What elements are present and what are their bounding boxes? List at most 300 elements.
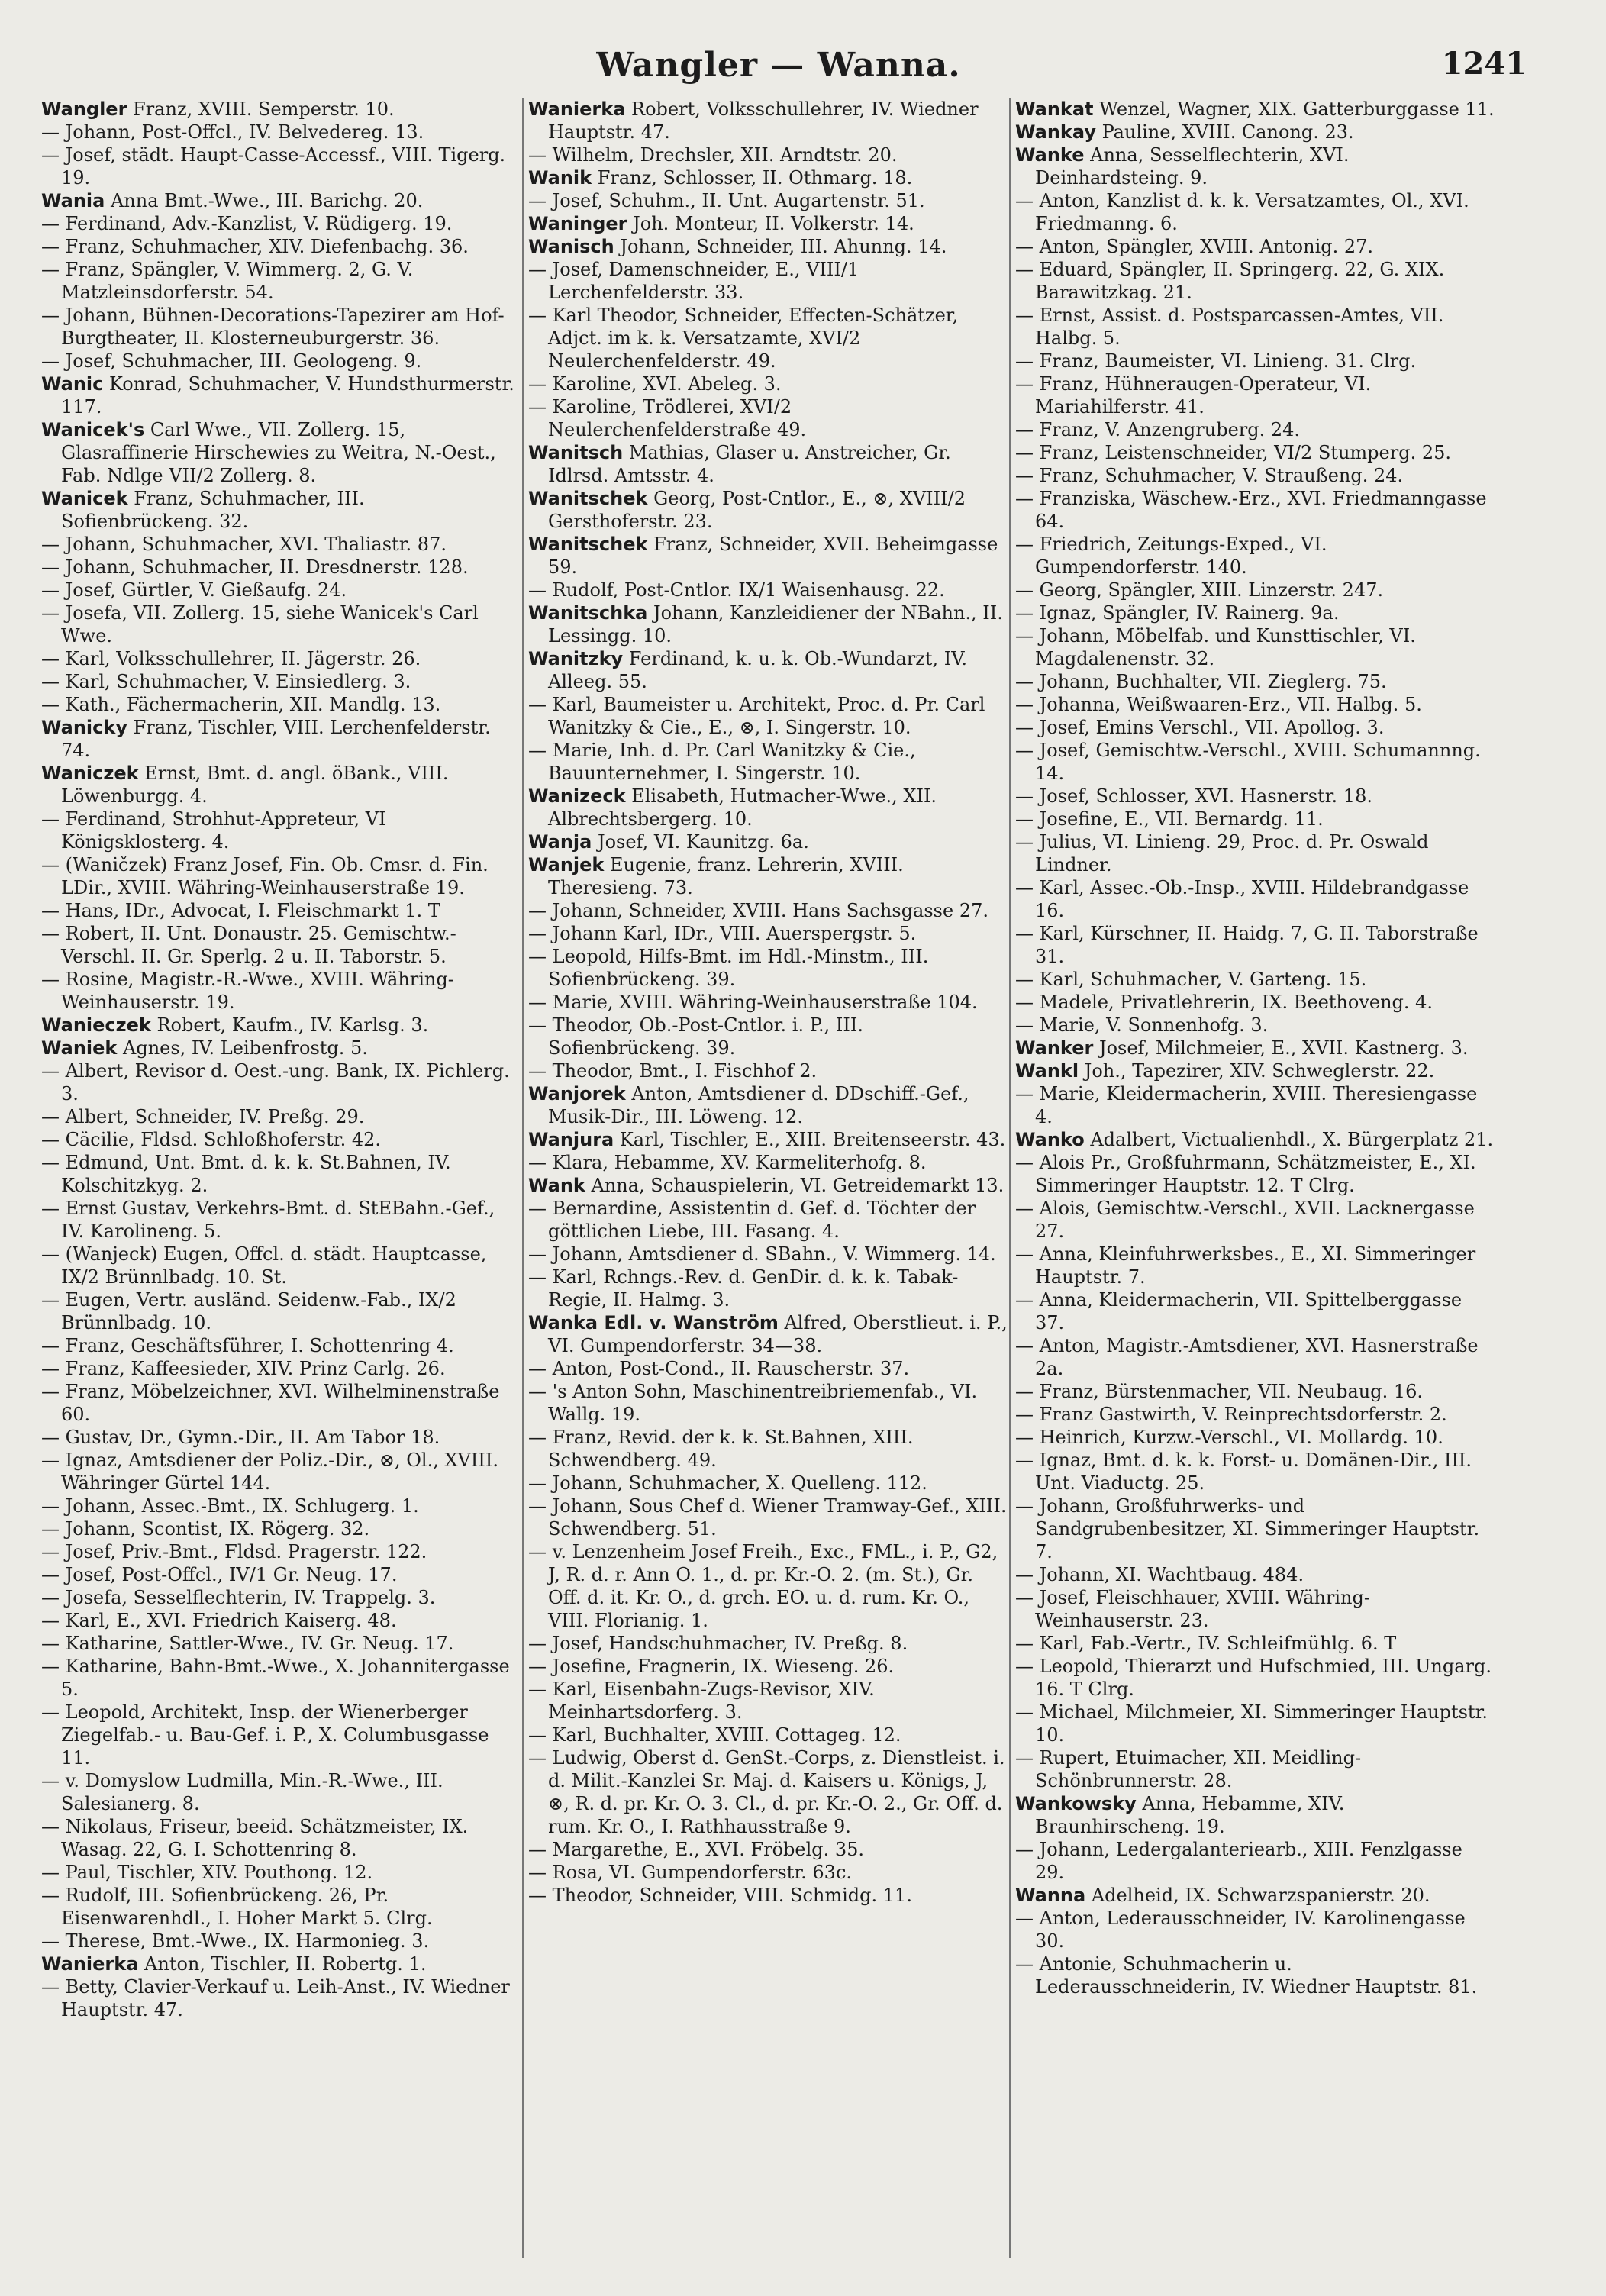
surname-heading: Wank (528, 1175, 585, 1196)
entry-text: — Anna, Kleinfuhrwerksbes., E., XI. Simmeringer Hauptstr. 7. (1015, 1243, 1476, 1288)
entry-text: — Franz, Revid. der k. k. St.Bahnen, XIII. Schwendberg. 49. (528, 1427, 914, 1471)
directory-entry (41, 212, 522, 235)
entry-text: — Karl, Kürschner, II. Haidg. 7, G. II. Taborstraße 31. (1015, 923, 1479, 967)
entry-text: Johann, Schneider, III. Ahunng. 14. (614, 236, 947, 257)
directory-entry (1015, 1792, 1496, 1838)
directory-entry (41, 1105, 522, 1128)
page-header (31, 46, 1527, 99)
surname-heading: Wanitschka (528, 602, 648, 624)
directory-entry (1015, 418, 1496, 441)
entry-text: — Johann, Assec.-Bmt., IX. Schlugerg. 1. (41, 1495, 419, 1517)
entry-text: — Alois Pr., Großfuhrmann, Schätzmeister, E., XI. Simmeringer Hauptstr. 12. T Clrg. (1015, 1152, 1476, 1196)
directory-entry (1015, 1243, 1496, 1288)
entry-text: — Rosine, Magistr.-R.-Wwe., XVIII. Währing-Weinhauserstr. 19. (41, 969, 454, 1013)
directory-entry (41, 1930, 522, 1953)
entry-text: — Johann, Schneider, XVIII. Hans Sachsgasse 27. (528, 900, 988, 921)
directory-entry (41, 1609, 522, 1632)
entry-text: — Franz, Baumeister, VI. Linieng. 31. Clrg. (1015, 350, 1417, 372)
entry-text: — Friedrich, Zeitungs-Exped., VI. Gumpendorferstr. 140. (1015, 534, 1327, 578)
directory-entry (528, 899, 1009, 922)
directory-entry (528, 1655, 1009, 1678)
directory-entry (528, 1380, 1009, 1426)
directory-entry (41, 1334, 522, 1357)
directory-entry (528, 922, 1009, 945)
entry-text: Adelheid, IX. Schwarzspanierstr. 20. (1085, 1885, 1430, 1906)
directory-entry (1015, 1288, 1496, 1334)
directory-entry (41, 853, 522, 899)
directory-entry (1015, 991, 1496, 1014)
directory-entry (1015, 601, 1496, 624)
entry-text: — Franziska, Wäschew.-Erz., XVI. Friedmanngasse 64. (1015, 488, 1487, 532)
directory-entry (41, 1426, 522, 1449)
directory-entry (41, 693, 522, 716)
surname-heading: Wanierka (528, 98, 626, 120)
entry-text: — v. Lenzenheim Josef Freih., Exc., FML., i. P., G2, J, R. d. r. Ann O. 1., d. pr. Kr.-O. 2. (m. St.), Gr. Off. d. it. Kr. O., d. grch. EO. u. d. rum. Kr. O., VIII. Florianig. 1. (528, 1541, 998, 1631)
entry-text: — Franz, Hühneraugen-Operateur, VI. Mariahilferstr. 41. (1015, 373, 1372, 418)
directory-entry (41, 670, 522, 693)
directory-entry (528, 739, 1009, 785)
directory-entry (1015, 1907, 1496, 1953)
surname-heading: Wanicek (41, 488, 128, 509)
surname-heading: Wankay (1015, 121, 1096, 143)
directory-entry (1015, 922, 1496, 968)
entry-text: Johann, Kanzleidiener der NBahn., II. Lessingg. 10. (548, 602, 1003, 647)
entry-text: — Rupert, Etuimacher, XII. Meidling-Schönbrunnerstr. 28. (1015, 1747, 1362, 1791)
directory-entry (41, 1540, 522, 1563)
directory-entry (41, 1357, 522, 1380)
entry-text: — Josefa, VII. Zollerg. 15, siehe Wanicek's Carl Wwe. (41, 602, 479, 647)
directory-entry (528, 1540, 1009, 1632)
entry-text: — Karoline, Trödlerei, XVI/2 Neulerchenfelderstraße 49. (528, 396, 807, 440)
entry-text: — Josef, Fleischhauer, XVIII. Währing-Weinhauserstr. 23. (1015, 1587, 1370, 1631)
surname-heading: Wanitsch (528, 442, 624, 463)
directory-entry (1015, 624, 1496, 670)
surname-heading: Wanitzky (528, 648, 624, 669)
directory-entry (528, 1861, 1009, 1884)
entry-text: — Eduard, Spängler, II. Springerg. 22, G. XIX. Barawitzkag. 21. (1015, 259, 1445, 303)
entry-text: — Josef, Emins Verschl., VII. Apollog. 3. (1015, 717, 1385, 738)
entry-text: — Josef, Post-Offcl., IV/1 Gr. Neug. 17. (41, 1564, 398, 1585)
surname-heading: Wanko (1015, 1129, 1085, 1150)
surname-heading: Wankl (1015, 1060, 1079, 1082)
surname-heading: Wanisch (528, 236, 614, 257)
entry-text: — Johann, Sous Chef d. Wiener Tramway-Gef., XIII. Schwendberg. 51. (528, 1495, 1007, 1540)
entry-text: Josef, Milchmeier, E., XVII. Kastnerg. 3. (1093, 1037, 1469, 1059)
entry-text: — Karl, Fab.-Vertr., IV. Schleifmühlg. 6. T (1015, 1633, 1397, 1654)
entry-text: — Franz Gastwirth, V. Reinprechtsdorferstr. 2. (1015, 1404, 1447, 1425)
entry-text: — Nikolaus, Friseur, beeid. Schätzmeister, IX. Wasag. 22, G. I. Schottenring 8. (41, 1816, 469, 1860)
directory-entry (1015, 670, 1496, 693)
surname-heading: Wanicek's (41, 419, 145, 440)
directory-entry (41, 1037, 522, 1059)
directory-entry (528, 1082, 1009, 1128)
surname-heading: Wangler (41, 98, 127, 120)
directory-entry (41, 1517, 522, 1540)
entry-text: — Johann, XI. Wachtbaug. 484. (1015, 1564, 1304, 1585)
entry-text: — Michael, Milchmeier, XI. Simmeringer Hauptstr. 10. (1015, 1701, 1488, 1746)
directory-entry (1015, 372, 1496, 418)
directory-entry (41, 899, 522, 922)
entry-text: — Johann, Bühnen-Decorations-Tapezirer am Hof-Burgtheater, II. Klosterneuburgerstr. 36. (41, 305, 505, 349)
directory-entry (1015, 1953, 1496, 1998)
entry-text: — Kath., Fächermacherin, XII. Mandlg. 13. (41, 694, 441, 715)
entry-text: Wenzel, Wagner, XIX. Gatterburggasse 11. (1093, 98, 1495, 120)
directory-entry (41, 304, 522, 350)
entry-text: — Johann, Schuhmacher, XVI. Thaliastr. 87. (41, 534, 447, 555)
entry-text: — Rudolf, III. Sofienbrückeng. 26, Pr. Eisenwarenhdl., I. Hoher Markt 5. Clrg. (41, 1885, 433, 1929)
directory-entry (528, 98, 1009, 144)
entry-text: — Anton, Magistr.-Amtsdiener, XVI. Hasnerstraße 2a. (1015, 1335, 1479, 1379)
directory-entry (1015, 1701, 1496, 1746)
column-divider (1009, 98, 1011, 2258)
directory-entry (1015, 1586, 1496, 1632)
directory-entry (528, 189, 1009, 212)
entry-text: — Johann, Amtsdiener d. SBahn., V. Wimmerg. 14. (528, 1243, 996, 1265)
directory-entry (41, 1059, 522, 1105)
directory-entry (41, 1655, 522, 1701)
directory-entry (41, 1243, 522, 1288)
surname-heading: Wania (41, 190, 105, 211)
entry-text: Anna Bmt.-Wwe., III. Barichg. 20. (105, 190, 424, 211)
directory-entry (41, 1449, 522, 1495)
entry-text: — Ernst, Assist. d. Postsparcassen-Amtes, VII. Halbg. 5. (1015, 305, 1444, 349)
directory-entry (528, 487, 1009, 533)
directory-entry (1015, 1014, 1496, 1037)
entry-text: — Johann Karl, IDr., VIII. Auerspergstr. 5. (528, 923, 917, 944)
entry-text: Anton, Tischler, II. Robertg. 1. (138, 1953, 427, 1975)
directory-entry (41, 189, 522, 212)
directory-entry (528, 693, 1009, 739)
surname-heading: Wanicky (41, 717, 127, 738)
surname-heading: Wankowsky (1015, 1793, 1137, 1814)
directory-entry (528, 1838, 1009, 1861)
directory-entry (41, 487, 522, 533)
directory-entry (1015, 235, 1496, 258)
entry-text: — Franz, Schuhmacher, V. Straußeng. 24. (1015, 465, 1404, 486)
entry-text: Joh. Monteur, II. Volkerstr. 14. (627, 213, 914, 234)
directory-entry (1015, 1403, 1496, 1426)
entry-text: — Josefine, Fragnerin, IX. Wieseng. 26. (528, 1656, 895, 1677)
entry-text: Anna, Sesselflechterin, XVI. Deinhardsteing. 9. (1035, 144, 1350, 189)
entry-text: — Gustav, Dr., Gymn.-Dir., II. Am Tabor 18. (41, 1427, 440, 1448)
directory-entry (41, 98, 522, 121)
entry-text: Georg, Post-Cntlor., E., ⊗, XVIII/2 Gersthoferstr. 23. (548, 488, 966, 532)
entry-text: — Josefa, Sesselflechterin, IV. Trappelg. 3. (41, 1587, 436, 1608)
entry-text: — Ferdinand, Adv.-Kanzlist, V. Rüdigerg. 19. (41, 213, 453, 234)
entry-text: — Julius, VI. Linieng. 29, Proc. d. Pr. Oswald Lindner. (1015, 831, 1429, 876)
entry-text: — Georg, Spängler, XIII. Linzerstr. 247. (1015, 579, 1384, 601)
directory-entry (1015, 121, 1496, 144)
directory-entry (1015, 1037, 1496, 1059)
directory-entry (528, 1678, 1009, 1724)
directory-entry (41, 762, 522, 808)
directory-entry (528, 1151, 1009, 1174)
directory-entry (1015, 1632, 1496, 1655)
directory-entry (1015, 579, 1496, 601)
directory-entry (41, 968, 522, 1014)
directory-entry (1015, 1082, 1496, 1128)
directory-entry (1015, 304, 1496, 350)
entry-text: — Eugen, Vertr. ausländ. Seidenw.-Fab., IX/2 Brünnlbadg. 10. (41, 1289, 456, 1333)
directory-entry (1015, 1151, 1496, 1197)
directory-entry (41, 1014, 522, 1037)
entry-text: Franz, XVIII. Semperstr. 10. (127, 98, 395, 120)
directory-entry (41, 533, 522, 556)
directory-entry (41, 1380, 522, 1426)
entry-text: Franz, Schneider, XVII. Beheimgasse 59. (548, 534, 998, 578)
entry-text: — Theodor, Schneider, VIII. Schmidg. 11. (528, 1885, 912, 1906)
entry-text: — Johanna, Weißwaaren-Erz., VII. Halbg. 5. (1015, 694, 1422, 715)
surname-heading: Wankat (1015, 98, 1094, 120)
entry-text: Ferdinand, k. u. k. Ob.-Wundarzt, IV. Alleeg. 55. (548, 648, 968, 692)
directory-entry (1015, 98, 1496, 121)
directory-entry (41, 601, 522, 647)
entry-text: — Karl, Schuhmacher, V. Garteng. 15. (1015, 969, 1367, 990)
directory-entry (528, 1266, 1009, 1311)
directory-entry (1015, 1334, 1496, 1380)
entry-text: — Johann, Schuhmacher, II. Dresdnerstr. 128. (41, 556, 469, 578)
directory-entry (41, 1586, 522, 1609)
surname-heading: Wanjorek (528, 1083, 626, 1104)
entry-text: — Josef, Gemischtw.-Verschl., XVIII. Schumannng. 14. (1015, 740, 1481, 784)
entry-text: — Antonie, Schuhmacherin u. Lederausschneiderin, IV. Wiedner Hauptstr. 81. (1015, 1953, 1478, 1998)
entry-text: Anton, Amtsdiener d. DDschiff.-Gef., Musik-Dir., III. Löweng. 12. (548, 1083, 969, 1127)
entry-text: Anna, Schauspielerin, VI. Getreidemarkt 13. (585, 1175, 1005, 1196)
directory-entry (1015, 693, 1496, 716)
entry-text: — Ferdinand, Strohhut-Appreteur, VI Königsklosterg. 4. (41, 808, 386, 853)
entry-text: — Rosa, VI. Gumpendorferstr. 63c. (528, 1862, 853, 1883)
directory-entry (1015, 1563, 1496, 1586)
directory-entry (1015, 533, 1496, 579)
directory-entry (1015, 1884, 1496, 1907)
entry-text: — Albert, Revisor d. Oest.-ung. Bank, IX. Pichlerg. 3. (41, 1060, 510, 1104)
entry-text: Konrad, Schuhmacher, V. Hundsthurmerstr. 117. (61, 373, 514, 418)
surname-heading: Wanjura (528, 1129, 614, 1150)
surname-heading: Wanitschek (528, 488, 648, 509)
directory-entry (1015, 464, 1496, 487)
entry-text: — Wilhelm, Drechsler, XII. Arndtstr. 20. (528, 144, 898, 166)
directory-entry (528, 579, 1009, 601)
surname-heading: Waninger (528, 213, 627, 234)
directory-entry (1015, 1838, 1496, 1884)
directory-entry (41, 235, 522, 258)
entry-text: Franz, Schlosser, II. Othmarg. 18. (592, 167, 913, 189)
surname-heading: Waniek (41, 1037, 118, 1059)
entry-text: — Karoline, XVI. Abeleg. 3. (528, 373, 782, 395)
directory-column-3 (1015, 98, 1496, 2265)
page-title: Wangler — Wanna. (596, 46, 961, 85)
entry-text: — Leopold, Architekt, Insp. der Wienerberger Ziegelfab.- u. Bau-Gef. i. P., X. Columbusgasse 11. (41, 1701, 489, 1769)
entry-text: Robert, Volksschullehrer, IV. Wiedner Hauptstr. 47. (548, 98, 979, 143)
directory-entry (1015, 441, 1496, 464)
entry-text: — Franz, V. Anzengruberg. 24. (1015, 419, 1301, 440)
entry-text: — Josef, Schuhm., II. Unt. Augartenstr. 51. (528, 190, 925, 211)
directory-entry (41, 1288, 522, 1334)
entry-text: — Franz, Schuhmacher, XIV. Diefenbachg. 36. (41, 236, 469, 257)
directory-entry (528, 853, 1009, 899)
entry-text: — Franz, Leistenschneider, VI/2 Stumperg. 25. (1015, 442, 1451, 463)
directory-entry (41, 808, 522, 853)
directory-entry (41, 647, 522, 670)
directory-entry (1015, 189, 1496, 235)
entry-text: — Karl, Buchhalter, XVIII. Cottageg. 12. (528, 1724, 901, 1746)
entry-text: Mathias, Glaser u. Anstreicher, Gr. Idlrsd. Amtsstr. 4. (548, 442, 951, 486)
entry-text: — Theodor, Bmt., I. Fischhof 2. (528, 1060, 818, 1082)
entry-text: Karl, Tischler, E., XIII. Breitenseerstr. 43. (614, 1129, 1006, 1150)
directory-entry (41, 1975, 522, 2021)
surname-heading: Wanierka (41, 1953, 139, 1975)
directory-entry (1015, 1059, 1496, 1082)
entry-text: — (Waničzek) Franz Josef, Fin. Ob. Cmsr. d. Fin. LDir., XVIII. Währing-Weinhauserstraße 19. (41, 854, 489, 898)
directory-entry (528, 144, 1009, 166)
entry-text: — Josef, Schuhmacher, III. Geologeng. 9. (41, 350, 422, 372)
directory-entry (528, 601, 1009, 647)
entry-text: — Cäcilie, Fldsd. Schloßhoferstr. 42. (41, 1129, 382, 1150)
directory-entry (528, 1243, 1009, 1266)
directory-entry (41, 1197, 522, 1243)
directory-entry (1015, 144, 1496, 189)
directory-entry (528, 1197, 1009, 1243)
entry-text: Josef, VI. Kaunitzg. 6a. (592, 831, 809, 853)
entry-text: — Ludwig, Oberst d. GenSt.-Corps, z. Dienstleist. i. d. Milit.-Kanzlei Sr. Maj. d. Kaisers u. Königs, J, ⊗, R. d. pr. Kr. O. 3. Cl., d. pr. Kr.-O. 2., Gr. Off. d. rum. Kr. O., I. Rathhausstraße 9. (528, 1747, 1005, 1837)
entry-text: — Karl, Volksschullehrer, II. Jägerstr. 26. (41, 648, 421, 669)
entry-text: — Leopold, Hilfs-Bmt. im Hdl.-Minstm., III. Sofienbrückeng. 39. (528, 946, 929, 990)
entry-text: Anna, Hebamme, XIV. Braunhirscheng. 19. (1035, 1793, 1345, 1837)
directory-entry (1015, 1449, 1496, 1495)
entry-text: — Betty, Clavier-Verkauf u. Leih-Anst., IV. Wiedner Hauptstr. 47. (41, 1976, 510, 2020)
entry-text: — Josef, Priv.-Bmt., Fldsd. Pragerstr. 122. (41, 1541, 427, 1562)
directory-entry (41, 258, 522, 304)
entry-text: Adalbert, Victualienhdl., X. Bürgerplatz 21. (1084, 1129, 1494, 1150)
directory-entry (528, 304, 1009, 372)
entry-text: — Leopold, Thierarzt und Hufschmied, III. Ungarg. 16. T Clrg. (1015, 1656, 1492, 1700)
entry-text: Carl Wwe., VII. Zollerg. 15, Glasraffinerie Hirschewies zu Weitra, N.-Oest., Fab. Ndlge VII/2 Zollerg. 8. (61, 419, 496, 486)
surname-heading: Waniczek (41, 763, 139, 784)
surname-heading: Wanitschek (528, 534, 648, 555)
directory-entry (1015, 968, 1496, 991)
directory-entry (528, 945, 1009, 991)
entry-text: — Marie, XVIII. Währing-Weinhauserstraße 104. (528, 992, 978, 1013)
directory-entry (41, 1151, 522, 1197)
directory-entry (41, 1861, 522, 1884)
entry-text: — Anton, Lederausschneider, IV. Karolinengasse 30. (1015, 1907, 1466, 1952)
directory-entry (1015, 1380, 1496, 1403)
surname-heading: Wanke (1015, 144, 1085, 166)
directory-entry (41, 1769, 522, 1815)
directory-entry (41, 556, 522, 579)
entry-text: — Josef, Gürtler, V. Gießaufg. 24. (41, 579, 347, 601)
directory-column-1 (41, 98, 522, 2265)
entry-text: — Karl, Assec.-Ob.-Insp., XVIII. Hildebrandgasse 16. (1015, 877, 1469, 921)
directory-entry (41, 1563, 522, 1586)
entry-text: — Ernst Gustav, Verkehrs-Bmt. d. StEBahn.-Gef., IV. Karolineng. 5. (41, 1198, 495, 1242)
directory-entry (528, 1059, 1009, 1082)
directory-entry (528, 1174, 1009, 1197)
directory-entry (1015, 808, 1496, 830)
entry-text: — Ignaz, Spängler, IV. Rainerg. 9a. (1015, 602, 1340, 624)
directory-entry (528, 1426, 1009, 1472)
entry-text: — Marie, Inh. d. Pr. Carl Wanitzky & Cie., Bauunternehmer, I. Singerstr. 10. (528, 740, 916, 784)
entry-text: — Madele, Privatlehrerin, IX. Beethoveng. 4. (1015, 992, 1433, 1013)
surname-heading: Wanizeck (528, 785, 626, 807)
entry-text: Pauline, XVIII. Canong. 23. (1095, 121, 1354, 143)
entry-text: — Anton, Post-Cond., II. Rauscherstr. 37. (528, 1358, 910, 1379)
directory-entry (41, 418, 522, 487)
entry-text: — Karl, Baumeister u. Architekt, Proc. d. Pr. Carl Wanitzky & Cie., E., ⊗, I. Singerstr. 10. (528, 694, 985, 738)
entry-text: — Katharine, Sattler-Wwe., IV. Gr. Neug. 17. (41, 1633, 454, 1654)
directory-entry (1015, 350, 1496, 372)
surname-heading: Wanjek (528, 854, 605, 876)
directory-entry (41, 922, 522, 968)
directory-entry (528, 533, 1009, 579)
directory-entry (528, 441, 1009, 487)
entry-text: — Johann, Scontist, IX. Rögerg. 32. (41, 1518, 370, 1540)
entry-text: — Franz, Kaffeesieder, XIV. Prinz Carlg. 26. (41, 1358, 446, 1379)
directory-entry (41, 716, 522, 762)
directory-entry (1015, 258, 1496, 304)
entry-text: — Theodor, Ob.-Post-Cntlor. i. P., III. Sofienbrückeng. 39. (528, 1014, 863, 1059)
directory-entry (528, 258, 1009, 304)
directory-entry (1015, 739, 1496, 785)
directory-entry (41, 1632, 522, 1655)
directory-entry (1015, 1746, 1496, 1792)
entry-text: — Josef, Damenschneider, E., VIII/1 Lerchenfelderstr. 33. (528, 259, 859, 303)
directory-entry (528, 235, 1009, 258)
entry-text: — Rudolf, Post-Cntlor. IX/1 Waisenhausg. 22. (528, 579, 945, 601)
directory-entry (528, 1632, 1009, 1655)
entry-text: Alfred, Oberstlieut. i. P., VI. Gumpendorferstr. 34—38. (548, 1312, 1008, 1356)
directory-entry (41, 579, 522, 601)
entry-text: — 's Anton Sohn, Maschinentreibriemenfab., VI. Wallg. 19. (528, 1381, 978, 1425)
surname-heading: Wanik (528, 167, 592, 189)
directory-entry (528, 1495, 1009, 1540)
surname-heading: Wanic (41, 373, 104, 395)
directory-entry (41, 350, 522, 372)
directory-entry (528, 647, 1009, 693)
directory-entry (41, 1128, 522, 1151)
directory-entry (528, 1128, 1009, 1151)
entry-text: — Margarethe, E., XVI. Fröbelg. 35. (528, 1839, 865, 1860)
directory-entry (41, 1701, 522, 1769)
entry-text: — v. Domyslow Ludmilla, Min.-R.-Wwe., III. Salesianerg. 8. (41, 1770, 443, 1814)
directory-entry (1015, 830, 1496, 876)
directory-entry (528, 1357, 1009, 1380)
directory-entry (528, 1472, 1009, 1495)
directory-entry (528, 785, 1009, 830)
directory-entry (1015, 487, 1496, 533)
entry-text: — Johann, Schuhmacher, X. Quelleng. 112. (528, 1472, 927, 1494)
directory-entry (1015, 1197, 1496, 1243)
entry-text: Robert, Kaufm., IV. Karlsg. 3. (150, 1014, 429, 1036)
directory-entry (41, 1884, 522, 1930)
entry-text: — Edmund, Unt. Bmt. d. k. k. St.Bahnen, IV. Kolschitzkyg. 2. (41, 1152, 451, 1196)
directory-entry (41, 372, 522, 418)
directory-entry (528, 1884, 1009, 1907)
entry-text: — Albert, Schneider, IV. Preßg. 29. (41, 1106, 365, 1127)
directory-entry (528, 1724, 1009, 1746)
directory-entry (528, 1746, 1009, 1838)
entry-text: — Josef, Handschuhmacher, IV. Preßg. 8. (528, 1633, 908, 1654)
entry-text: Eugenie, franz. Lehrerin, XVIII. Theresieng. 73. (548, 854, 904, 898)
directory-entry (1015, 1655, 1496, 1701)
entry-text: — Johann, Post-Offcl., IV. Belvedereg. 13. (41, 121, 424, 143)
entry-text: — Johann, Ledergalanteriearb., XIII. Fenzlgasse 29. (1015, 1839, 1462, 1883)
entry-text: — Josef, Schlosser, XVI. Hasnerstr. 18. (1015, 785, 1372, 807)
entry-text: — Karl, Schuhmacher, V. Einsiedlerg. 3. (41, 671, 411, 692)
entry-text: — Franz, Möbelzeichner, XVI. Wilhelminenstraße 60. (41, 1381, 500, 1425)
entry-text: — Johann, Großfuhrwerks- und Sandgrubenbesitzer, XI. Simmeringer Hauptstr. 7. (1015, 1495, 1480, 1562)
entry-text: — Heinrich, Kurzw.-Verschl., VI. Mollardg. 10. (1015, 1427, 1443, 1448)
